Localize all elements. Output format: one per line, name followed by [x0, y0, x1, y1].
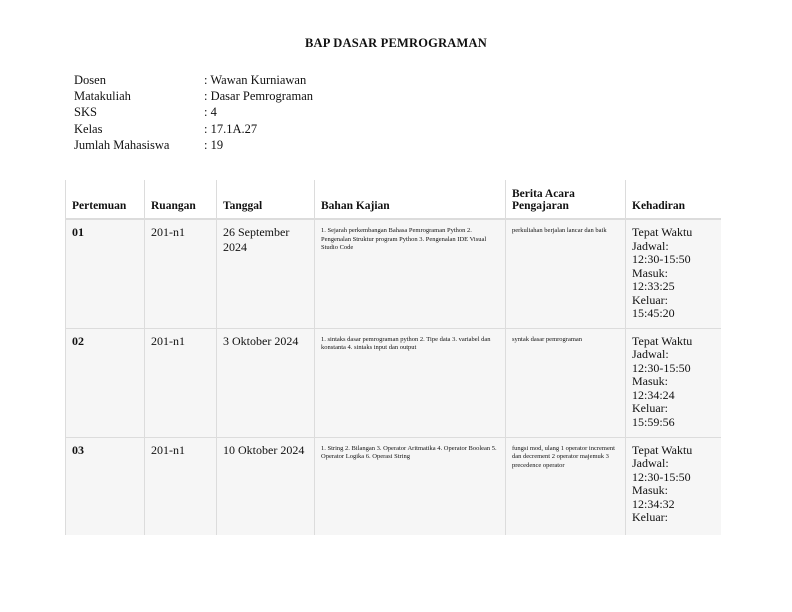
kehadiran-keluar-label: Keluar:	[632, 510, 668, 524]
cell-kehadiran	[626, 219, 722, 328]
info-row-sks	[74, 104, 313, 120]
table-row	[66, 437, 722, 535]
kehadiran-keluar: 15:59:56	[632, 414, 675, 429]
cell-tanggal: 3 Oktober 2024	[217, 328, 315, 437]
kehadiran-jadwal-label: Jadwal:	[632, 347, 669, 361]
cell-berita-acara: syntak dasar pemrograman	[506, 328, 626, 437]
kehadiran-masuk: 12:33:25	[632, 279, 675, 293]
info-row-kelas	[74, 121, 313, 137]
cell-tanggal: 26 September 2024	[217, 219, 315, 328]
kehadiran-jadwal: 12:30-15:50	[632, 469, 691, 484]
attendance-table-container	[65, 180, 721, 535]
info-row-dosen	[74, 72, 313, 88]
kehadiran-masuk-label: Masuk:	[632, 483, 668, 497]
cell-pertemuan: 03	[66, 437, 145, 535]
cell-pertemuan: 02	[66, 328, 145, 437]
cell-tanggal: 10 Oktober 2024	[217, 437, 315, 535]
header-berita-line1: Berita Acara	[512, 188, 575, 200]
course-info	[74, 72, 313, 153]
kehadiran-keluar: 15:45:20	[632, 306, 675, 320]
cell-berita-acara: fungsi mod, ulang 1 operator increment dan decrement 2 operator majemuk 3 precedence operator	[506, 437, 626, 535]
header-kehadiran: Kehadiran	[626, 180, 722, 219]
info-value: : Wawan Kurniawan	[204, 73, 307, 87]
cell-bahan-kajian: 1. Sejarah perkembangan Bahasa Pemrograman Python 2. Pengenalan Struktur program Python 3. Pengenalan IDE Visual Studio Code	[315, 219, 506, 328]
table-row	[66, 328, 722, 437]
header-pertemuan: Pertemuan	[66, 180, 145, 219]
kehadiran-jadwal: 12:30-15:50	[632, 252, 691, 266]
cell-bahan-kajian: 1. String 2. Bilangan 3. Operator Aritmatika 4. Operator Boolean 5. Operator Logika 6. Operasi String	[315, 437, 506, 535]
info-label: Dosen	[74, 73, 106, 87]
cell-pertemuan: 01	[66, 219, 145, 328]
kehadiran-status: Tepat Waktu	[632, 442, 693, 457]
kehadiran-jadwal: 12:30-15:50	[632, 360, 691, 375]
kehadiran-masuk-label: Masuk:	[632, 265, 668, 280]
info-label: SKS	[74, 105, 97, 120]
cell-kehadiran	[626, 437, 722, 535]
cell-bahan-kajian: 1. sintaks dasar pemrograman python 2. Tipe data 3. variabel dan konstanta 4. sintaks input dan output	[315, 328, 506, 437]
kehadiran-masuk: 12:34:32	[632, 496, 675, 511]
header-bahan-kajian: Bahan Kajian	[315, 180, 506, 219]
document-title: BAP DASAR PEMROGRAMAN	[305, 36, 487, 50]
cell-berita-acara: perkuliahan berjalan lancar dan baik	[506, 219, 626, 328]
attendance-table	[65, 180, 721, 535]
info-value: : 4	[204, 105, 217, 120]
kehadiran-keluar-label: Keluar:	[632, 401, 668, 415]
header-ruangan: Ruangan	[145, 180, 217, 219]
info-label: Kelas	[74, 121, 103, 136]
kehadiran-status: Tepat Waktu	[632, 225, 693, 239]
header-berita-acara	[506, 180, 626, 219]
table-header-row	[66, 180, 722, 219]
info-label: Matakuliah	[74, 89, 131, 104]
kehadiran-jadwal-label: Jadwal:	[632, 238, 669, 253]
info-value: : 17.1A.27	[204, 121, 258, 136]
header-tanggal: Tanggal	[217, 180, 315, 219]
cell-ruangan: 201-n1	[145, 328, 217, 437]
cell-kehadiran	[626, 328, 722, 437]
table-row	[66, 219, 722, 328]
cell-ruangan: 201-n1	[145, 219, 217, 328]
kehadiran-jadwal-label: Jadwal:	[632, 456, 669, 470]
cell-ruangan: 201-n1	[145, 437, 217, 535]
kehadiran-keluar-label: Keluar:	[632, 292, 668, 307]
info-value: : 19	[204, 137, 224, 152]
info-value: : Dasar Pemrograman	[204, 89, 313, 104]
info-label: Jumlah Mahasiswa	[74, 137, 170, 152]
kehadiran-masuk-label: Masuk:	[632, 374, 668, 388]
kehadiran-masuk: 12:34:24	[632, 387, 675, 402]
info-row-matakuliah	[74, 88, 313, 104]
header-berita-line2: Pengajaran	[512, 200, 569, 212]
kehadiran-status: Tepat Waktu	[632, 333, 693, 348]
info-row-jumlah-mahasiswa	[74, 137, 313, 153]
